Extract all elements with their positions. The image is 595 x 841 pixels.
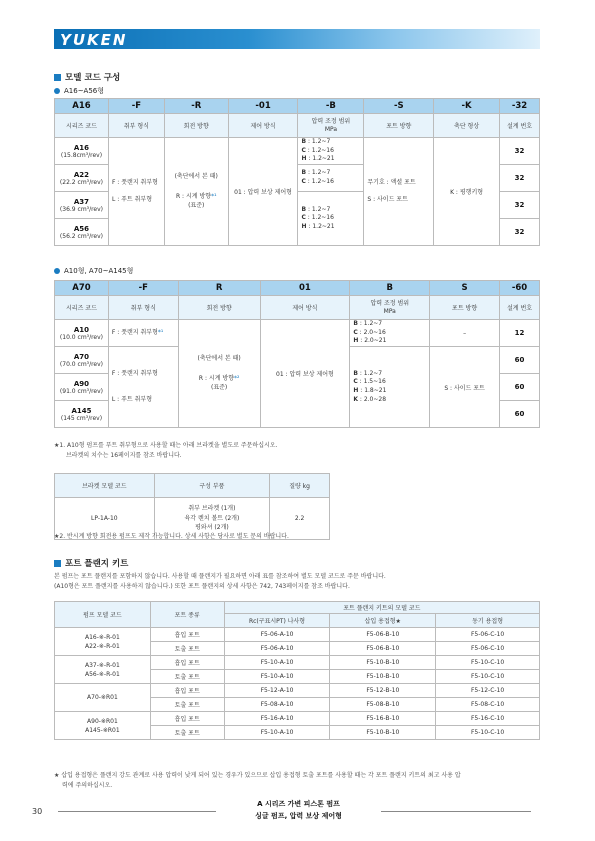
series-a16: A16 (15.8cm³/rev) (55, 138, 109, 165)
series-a70: A70 (70.0 cm³/rev) (55, 347, 109, 374)
rotation-cell: (축단에서 본 때) R : 시계 방향*¹ (표준) (164, 138, 228, 246)
circle-bullet-icon (54, 268, 60, 274)
mount-cell: F : 풋랜지 취부형 L : 푸트 취부형 (108, 138, 164, 246)
square-bullet-icon (54, 74, 61, 81)
subsection-a16-a56: A16~A56형 (54, 86, 104, 96)
subsection-a10-a145: A10형, A70~A145형 (54, 266, 133, 276)
circle-bullet-icon (54, 88, 60, 94)
bracket-table: 브라켓 모델 코드 구성 부품 질량 kg LP-1A-10 취부 브라켓 (1개) 육각 렌치 볼트 (2개) 평와셔 (2개) 2.2 (54, 473, 330, 540)
series-a22: A22 (22.2 cm³/rev) (55, 165, 109, 192)
model-code-table-a16: A16 -F -R -01 -B -S -K -32 시리즈 코드 취부 형식 회전 방향 제어 방식 압력 조정 범위 MPa 포트 방향 축단 형상 설계 번호 A16 (15.8cm³/rev) F : 풋랜지 취부형 L : 푸트 취부형 (축단에서 본 때) R : 시계 방향*¹ (표준) 01 : 압력 보상 제어형 B : 1.2~7 C : 1.2~16 H : 1.2~21 무기호 : 액셜 포트 S : 사이드 포트 K : 평행키형 32 A22 (22.2 cm³/rev) B : 1.2~7 C : 1.2~16 32 A37 (36.9 cm³/rev) B : 1.2~7 C : 1.2~16 H : 1.2~21 32 A56 (56.2 cm³/rev) 32 (54, 98, 540, 246)
port-cell: 무기호 : 액셜 포트 S : 사이드 포트 (364, 138, 434, 246)
series-a37: A37 (36.9 cm³/rev) (55, 192, 109, 219)
port-flange-table: 펌프 모델 코드 포트 종류 포트 플랜지 키트의 모델 코드 Rc(구표시PT) 나사형 삽입 용접형★ 동기 용접형 A16-※-R-01 A22-※-R-01 흡입 포트 F5-06-A-10 F5-06-B-10 F5-06-C-10 토출 포트 F5-06-A-10 F5-06-B-10 F5-06-C-10 A37-※-R-01 A56-※-R-01 흡입 포트 F5-10-A-10 F5-10-B-10 F5-10-C-10 토출 포트 F5-10-A-10 F5-10-B-10 F5-10-C-10 A70-※R01 흡입 포트 F5-12-A-10 F5-12-B-10 F5-12-C-10 토출 포트 F5-08-A-10 F5-08-B-10 F5-08-C-10 A90-※R01 A145-※R01 흡입 포트 F5-16-A-10 F5-16-B-10 F5-16-C-10 토출 포트 F5-10-A-10 F5-10-B-10 F5-10-C-10 (54, 601, 540, 740)
footer-title: A 시리즈 가변 피스톤 펌프 싱글 펌프, 압력 보상 제어형 (216, 799, 381, 823)
page-number: 30 (32, 807, 43, 816)
note-3: ★ 삽입 용접형은 플랜지 강도 관계로 사용 압력이 낮게 되어 있는 경우가 있으므로 삽입 용접형 토출 포트를 사용할 때는 각 포트 플랜지 키트의 최고 사용 압 력에 주의하십시오. (54, 772, 461, 789)
yuken-logo: YUKEN (60, 31, 128, 49)
series-a56: A56 (56.2 cm³/rev) (55, 219, 109, 246)
note-2: ★2. 반시계 방향 회전용 펌프도 제작 가능합니다. 상세 사항은 당사로 별도 문의 바랍니다. (54, 533, 289, 540)
square-bullet-icon (54, 560, 61, 567)
pressure-cell-a22: B : 1.2~7 C : 1.2~16 (298, 165, 364, 192)
note-1: ★1. A10형 펌프를 푸트 취부형으로 사용할 때는 아래 브라켓을 별도로 주문하십시오. 브라켓의 치수는 16페이지를 참조 바랍니다. (54, 442, 278, 459)
model-code-table-a70: A70 -F R 01 B S -60 시리즈 코드 취부 형식 회전 방향 제어 방식 압력 조정 범위 MPa 포트 방향 설계 번호 A10 (10.0 cm³/rev) F : 풋랜지 취부형*¹ (축단에서 본 때) R : 시계 방향*² (표준) 01 : 압력 보상 제어형 B : 1.2~7 C : 2.0~16 H : 2.0~21 – 12 A70 (70.0 cm³/rev) F : 풋랜지 취부형 L : 푸트 취부형 B : 1.2~7 C : 1.5~16 H : 1.8~21 K : 2.0~28 S : 사이드 포트 60 A90 (91.0 cm³/rev) 60 A145 (145 cm³/rev) 60 (54, 280, 540, 428)
series-a145: A145 (145 cm³/rev) (55, 401, 109, 428)
series-a10: A10 (10.0 cm³/rev) (55, 320, 109, 347)
header-row: 시리즈 코드 취부 형식 회전 방향 제어 방식 압력 조정 범위 MPa 포트 방향 축단 형상 설계 번호 (55, 114, 540, 138)
shaft-cell: K : 평행키형 (434, 138, 500, 246)
pressure-cell-a16: B : 1.2~7 C : 1.2~16 H : 1.2~21 (298, 138, 364, 165)
port-flange-desc: 본 펌프는 포트 플랜지를 포함하지 않습니다. 사용할 때 플랜지가 필요하면 아래 표를 참조하여 별도 모델 코드로 주문 바랍니다. (A10형은 포트 플랜지를 사용하지 않습니다.) 또한 포트 플랜지의 상세 사항은 742, 743페이지를 참조 바랍니다. (54, 573, 386, 590)
rotation-cell-2: (축단에서 본 때) R : 시계 방향*² (표준) (178, 320, 260, 428)
series-a90: A90 (91.0 cm³/rev) (55, 374, 109, 401)
section-model-code: 모델 코드 구성 (54, 71, 120, 83)
pressure-cell-a37: B : 1.2~7 C : 1.2~16 H : 1.2~21 (298, 192, 364, 246)
control-cell: 01 : 압력 보상 제어형 (228, 138, 298, 246)
code-row: A16 -F -R -01 -B -S -K -32 (55, 99, 540, 114)
section-port-flange: 포트 플랜지 키트 (54, 557, 128, 569)
